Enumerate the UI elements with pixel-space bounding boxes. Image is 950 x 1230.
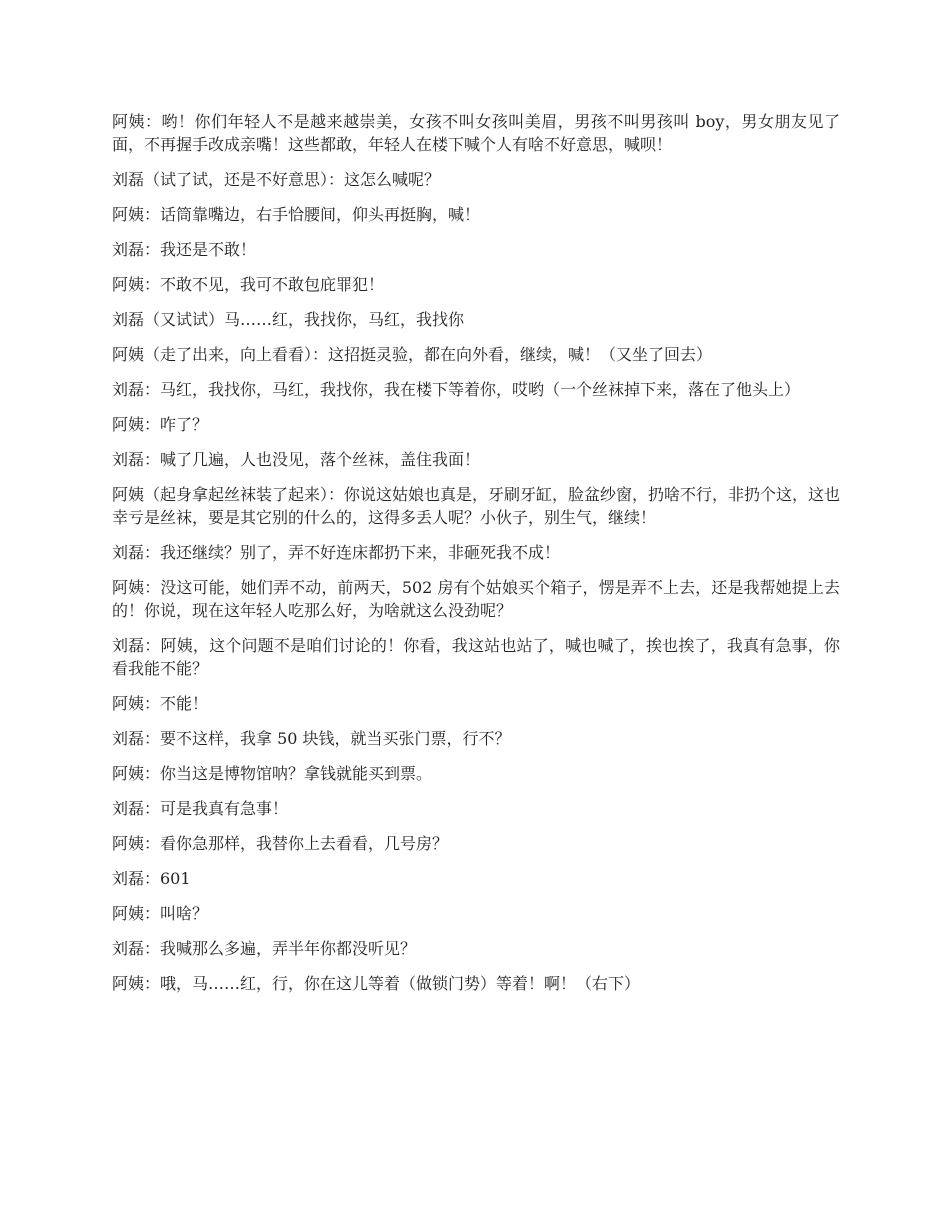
dialogue-line-3: 阿姨：话筒靠嘴边，右手恰腰间，仰头再挺胸，喊！ (112, 205, 481, 224)
dialogue-line-9: 阿姨：咋了？ (112, 415, 209, 434)
dialogue-line-10: 刘磊：喊了几遍，人也没见，落个丝袜，盖住我面！ (112, 450, 481, 469)
dialogue-line-1: 阿姨：哟！你们年轻人不是越来越崇美，女孩不叫女孩叫美眉，男孩不叫男孩叫 boy，男女朋友见了面，不再握手改成亲嘴！这些都敢，年轻人在楼下喊个人有啥不好意思，喊呗！ (112, 112, 840, 154)
dialogue-line-20: 刘磊：601 (112, 869, 191, 888)
dialogue-line-12: 刘磊：我还继续？别了，弄不好连床都扔下来，非砸死我不成！ (112, 543, 561, 562)
dialogue-line-4: 刘磊：我还是不敢！ (112, 240, 257, 259)
dialogue-line-14: 刘磊：阿姨，这个问题不是咱们讨论的！你看，我这站也站了，喊也喊了，挨也挨了，我真有急事，你看我能不能？ (112, 636, 840, 678)
dialogue-line-7: 阿姨（走了出来，向上看看）：这招挺灵验，都在向外看，继续，喊！（又坐了回去） (112, 345, 713, 364)
dialogue-line-19: 阿姨：看你急那样，我替你上去看看，几号房？ (112, 834, 449, 853)
dialogue-line-16: 刘磊：要不这样，我拿 50 块钱，就当买张门票，行不？ (112, 729, 511, 748)
dialogue-line-11: 阿姨（起身拿起丝袜装了起来）：你说这姑娘也真是，牙刷牙缸，脸盆纱窗，扔啥不行，非扔个这，这也幸亏是丝袜，要是其它别的什么的，这得多丢人呢？小伙子，别生气，继续！ (112, 485, 841, 527)
dialogue-line-13: 阿姨：没这可能，她们弄不动，前两天，502 房有个姑娘买个箱子，愣是弄不上去，还是我帮她提上去的！你说，现在这年轻人吃那么好，为啥就这么没劲呢？ (112, 578, 840, 620)
dialogue-line-15: 阿姨：不能！ (112, 694, 209, 713)
dialogue-line-5: 阿姨：不敢不见，我可不敢包庇罪犯！ (112, 275, 385, 294)
dialogue-line-6: 刘磊（又试试）马……红，我找你，马红，我找你 (112, 310, 465, 329)
dialogue-line-8: 刘磊：马红，我找你，马红，我找你，我在楼下等着你，哎哟（一个丝袜掉下来，落在了他头上） (112, 380, 801, 399)
dialogue-line-22: 刘磊：我喊那么多遍，弄半年你都没听见？ (112, 939, 417, 958)
dialogue-line-23: 阿姨：哦，马……红，行，你在这儿等着（做锁门势）等着！啊！（右下） (112, 974, 641, 993)
script-document (112, 110, 840, 1007)
dialogue-line-18: 刘磊：可是我真有急事！ (112, 799, 289, 818)
dialogue-line-21: 阿姨：叫啥？ (112, 904, 209, 923)
dialogue-line-2: 刘磊（试了试，还是不好意思）：这怎么喊呢？ (112, 170, 441, 189)
dialogue-line-17: 阿姨：你当这是博物馆呐？拿钱就能买到票。 (112, 764, 433, 783)
